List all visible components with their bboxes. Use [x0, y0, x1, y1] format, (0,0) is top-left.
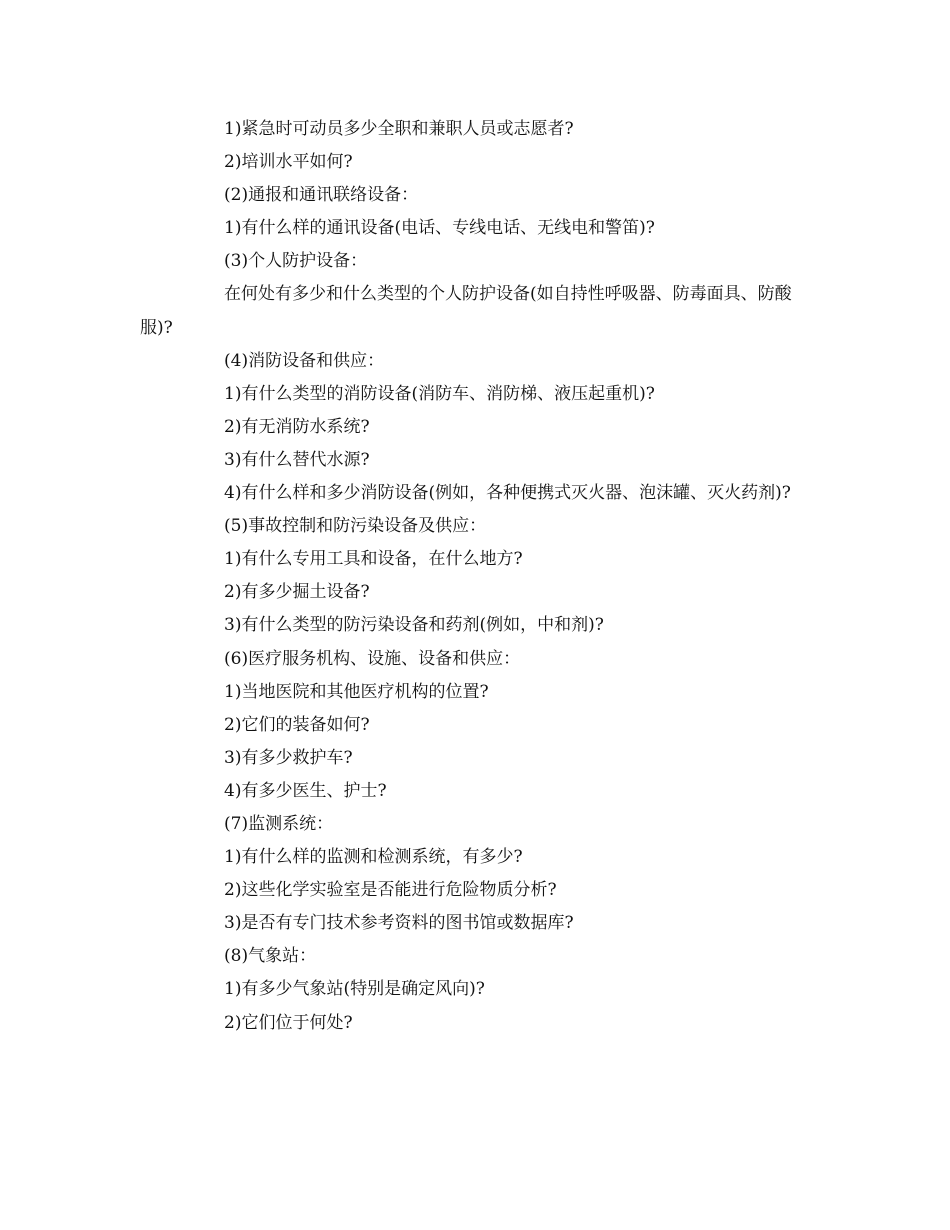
section-heading: (3)个人防护设备：	[224, 251, 368, 272]
section-heading: (2)通报和通讯联络设备：	[224, 185, 419, 206]
text-line: 2)这些化学实验室是否能进行危险物质分析?	[224, 880, 557, 901]
text-line: 1)有什么类型的消防设备(消防车、消防梯、液压起重机)?	[224, 383, 655, 404]
text-line: 1)有什么专用工具和设备，在什么地方?	[224, 549, 523, 570]
text-line: 1)有什么样的通讯设备(电话、专线电话、无线电和警笛)?	[224, 218, 655, 239]
section-heading: (5)事故控制和防污染设备及供应：	[224, 516, 487, 537]
section-heading: (6)医疗服务机构、设施、设备和供应：	[224, 648, 521, 669]
text-line: 2)它们的装备如何?	[224, 714, 370, 735]
text-line: 1)当地医院和其他医疗机构的位置?	[224, 681, 489, 702]
text-line: 1)有多少气象站(特别是确定风向)?	[224, 979, 485, 1000]
text-line: 1)紧急时可动员多少全职和兼职人员或志愿者?	[224, 119, 574, 139]
text-line: 3)有多少救护车?	[224, 747, 353, 768]
text-paragraph: 4)有什么样和多少消防设备(例如，各种便携式灭火器、泡沫罐、灭火药剂)?	[224, 483, 791, 504]
text-line: 2)它们位于何处?	[224, 1012, 353, 1033]
section-heading: (7)监测系统：	[224, 813, 334, 834]
section-heading: (8)气象站：	[224, 946, 317, 967]
text-line: 3)是否有专门技术参考资料的图书馆或数据库?	[224, 913, 574, 934]
text-line: 1)有什么样的监测和检测系统，有多少?	[224, 847, 523, 868]
text-paragraph: 在何处有多少和什么类型的个人防护设备(如自持性呼吸器、防毒面具、防酸服)?	[140, 284, 792, 338]
text-line: 2)有多少掘土设备?	[224, 582, 370, 603]
section-heading: (4)消防设备和供应：	[224, 350, 385, 371]
document-body	[140, 113, 820, 1040]
text-line: 4)有多少医生、护士?	[224, 780, 387, 801]
text-line: 2)培训水平如何?	[224, 152, 353, 173]
text-line: 3)有什么替代水源?	[224, 449, 370, 470]
text-line: 3)有什么类型的防污染设备和药剂(例如，中和剂)?	[224, 615, 604, 636]
text-line: 2)有无消防水系统?	[224, 416, 370, 437]
